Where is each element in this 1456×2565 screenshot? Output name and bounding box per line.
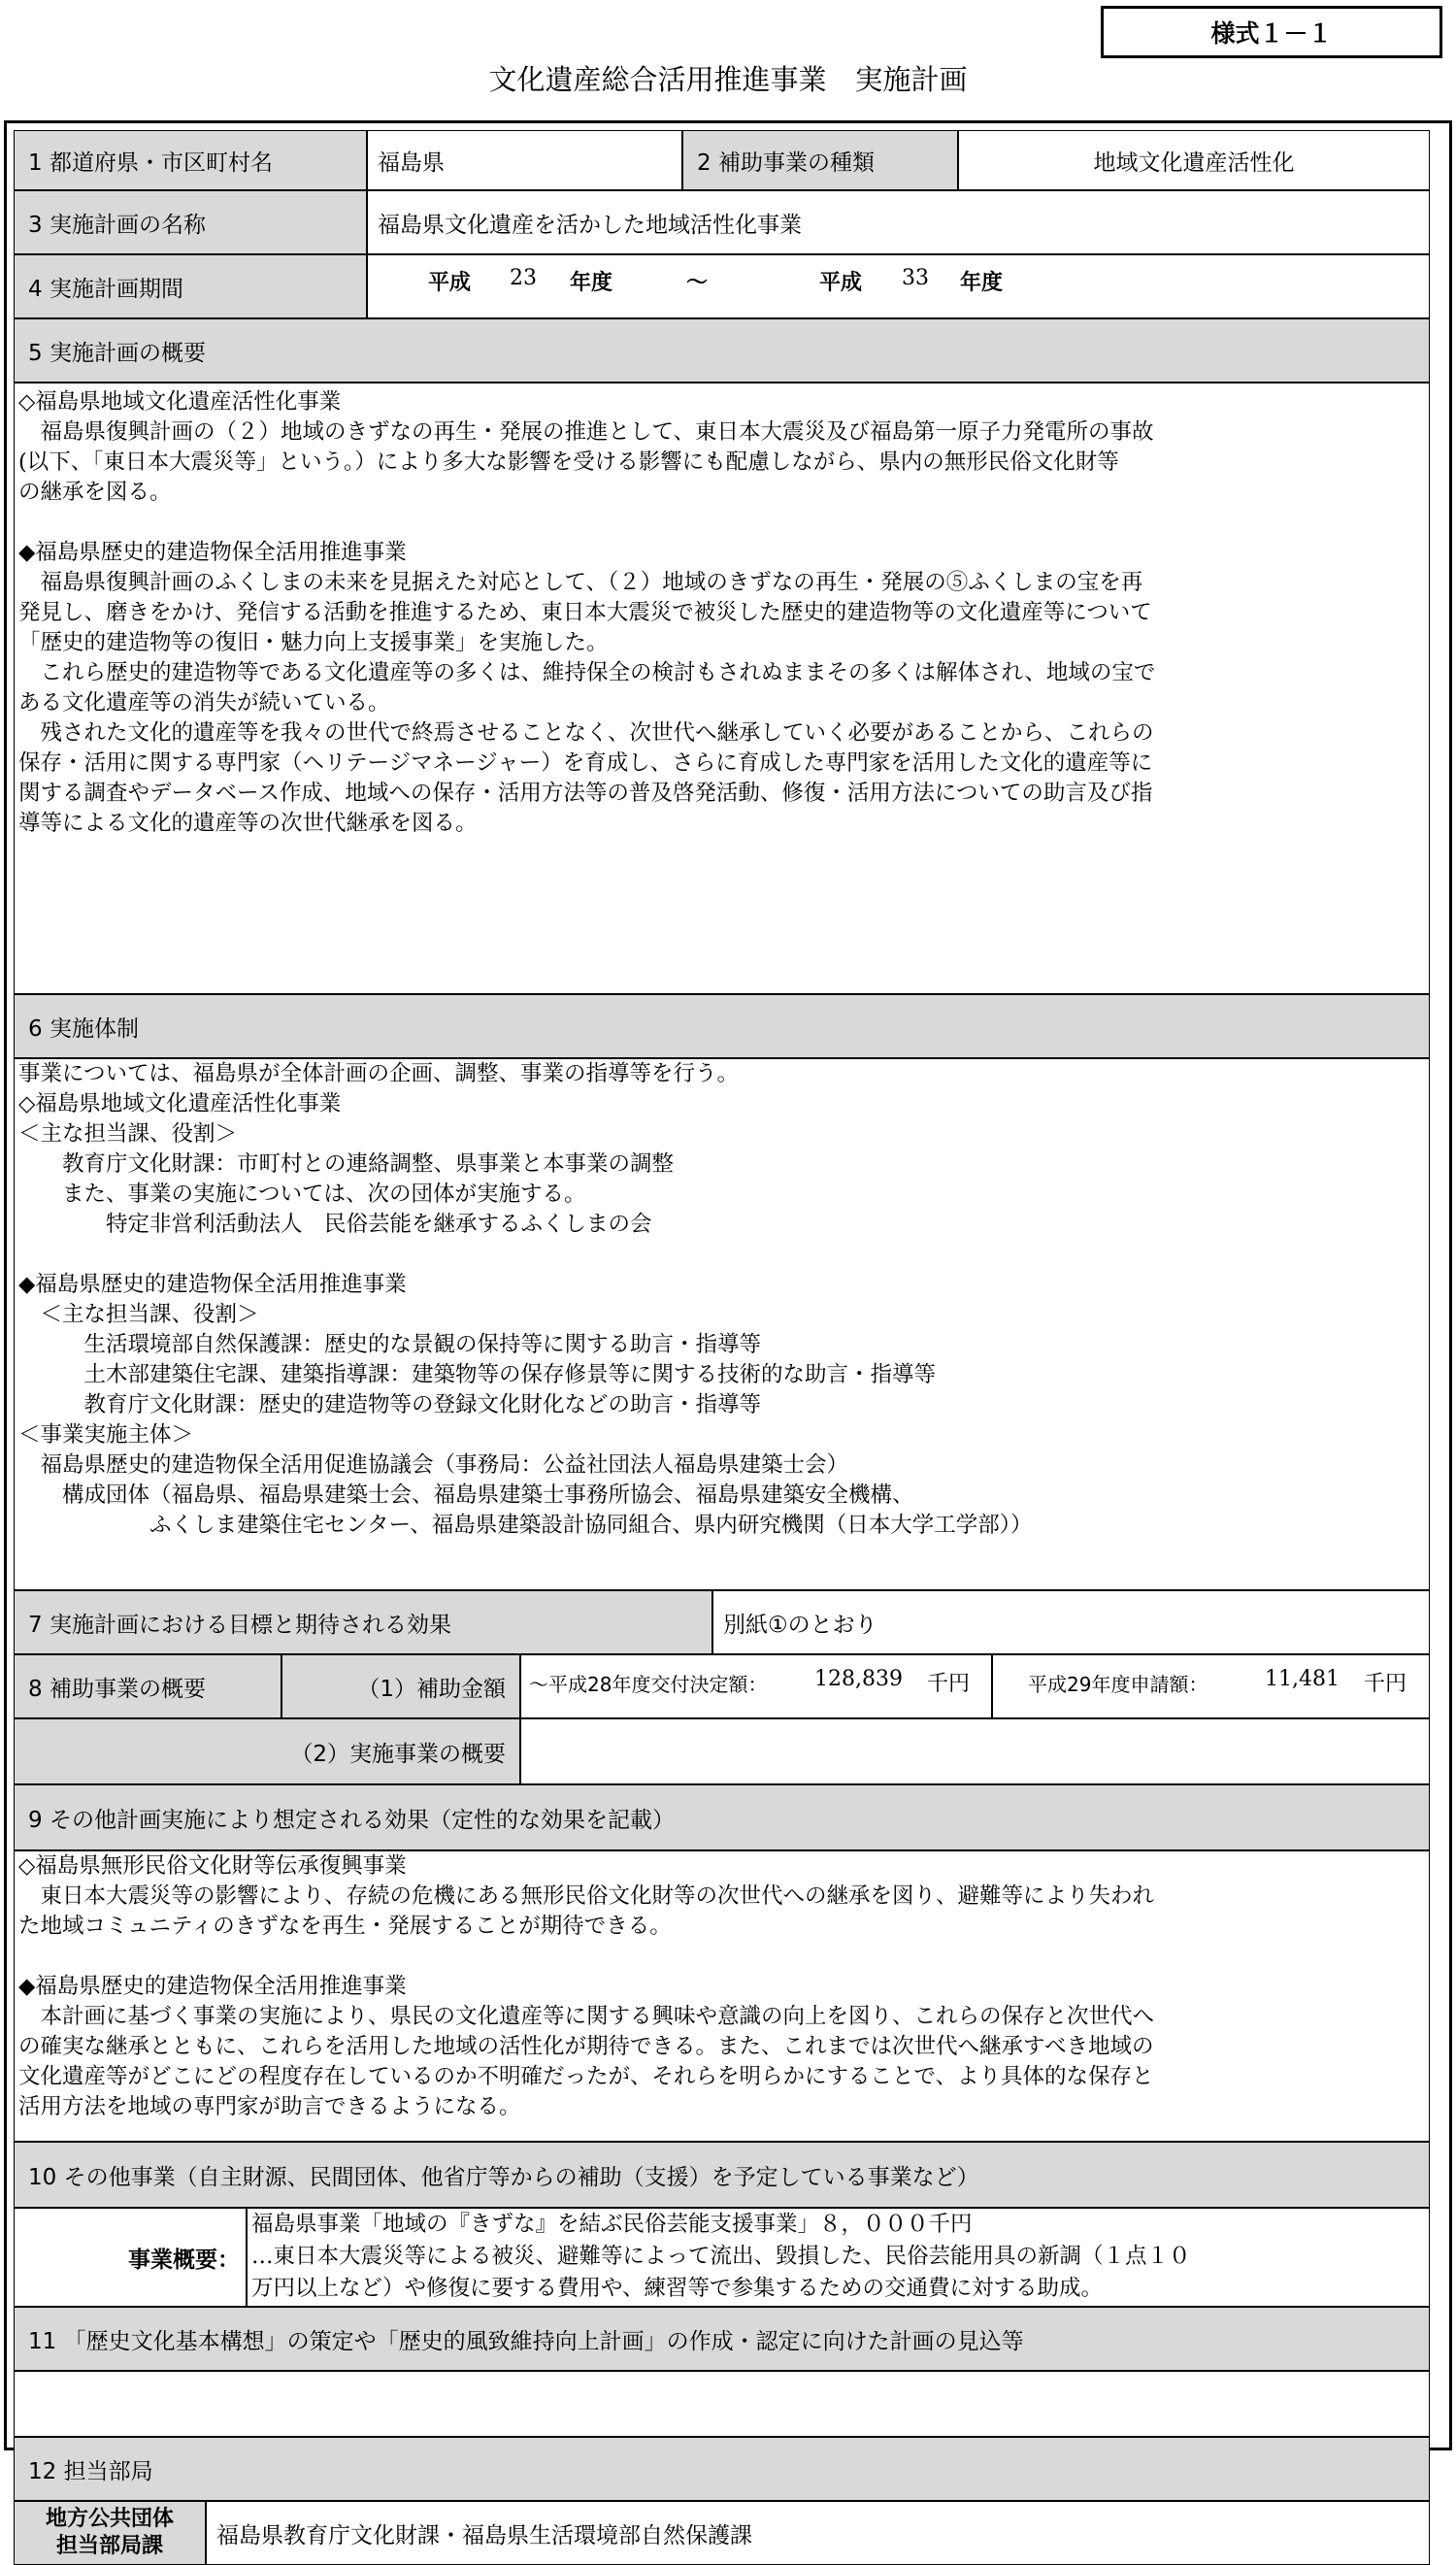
prev-grant-unit: 千円 [927,1672,971,1696]
section6-body [14,1058,1430,1590]
dept-sublabel [14,2501,206,2565]
plan-table [4,120,1452,2558]
section10-body [247,2208,1430,2307]
section9-line: ◆福島県歴史的建造物保全活用推進事業 [18,1974,407,1999]
section9-header: 9 その他計画実施により想定される効果（定性的な効果を記載） [14,1784,1430,1850]
section5-line: 発見し、磨きをかけ、発信する活動を推進するため、東日本大震災で被災した歴史的建造物等の文化遺産等について [18,600,1152,625]
dept-value: 福島県教育庁文化財課・福島県生活環境部自然保護課 [206,2501,1430,2565]
section6-line: ◇福島県地域文化遺産活性化事業 [18,1091,342,1116]
row8-label: 8 補助事業の概要 [14,1654,281,1718]
section6-text [18,1059,1423,1541]
row4-label: 4 実施計画期間 [14,254,367,318]
section6-line [18,1240,1423,1270]
section5-line: ◆福島県歴史的建造物保全活用推進事業 [18,540,407,565]
current-request-unit: 千円 [1364,1672,1407,1696]
section10-header: 10 その他事業（自主財源、民間団体、他省庁等からの補助（支援）を予定している事業など） [14,2142,1430,2208]
period-end-unit: 年度 [960,271,1004,295]
section5-header: 5 実施計画の概要 [14,318,1430,383]
section5-line: 「歴史的建造物等の復旧・魅力向上支援事業」を実施した。 [18,630,609,655]
section11-body [14,2371,1430,2437]
section9-line: た地域コミュニティのきずなを再生・発展することが期待できる。 [18,1914,672,1939]
row1-value: 福島県 [367,130,682,190]
section9-line: 東日本大震災等の影響により、存続の危機にある無形民俗文化財等の次世代への継承を図り、避難等により失われ [18,1883,1155,1909]
section6-header: 6 実施体制 [14,994,1430,1058]
section9-body [14,1850,1430,2142]
section10-line: …東日本大震災等による被災、避難等によって流出、毀損した、民俗芸能用具の新調（１点１０ [251,2244,1191,2269]
section6-line: ◆福島県歴史的建造物保全活用推進事業 [18,1272,407,1297]
section5-line [18,508,1423,538]
period-end-year: 33 [902,266,929,290]
section6-line: ＜主な担当課、役割＞ [18,1121,238,1147]
period-start-era: 平成 [428,271,472,295]
period-start-unit: 年度 [570,271,613,295]
row8-sub2: （2）実施事業の概要 [14,1718,520,1784]
form-id: 様式１－１ [1210,19,1333,48]
section6-line: ＜主な担当課、役割＞ [18,1302,259,1327]
section6-line: ＜事業実施主体＞ [18,1422,194,1448]
section5-line: の継承を図る。 [18,480,172,505]
section10-text [251,2209,1423,2305]
current-request-amount [992,1654,1430,1718]
row8-sub2-value [520,1718,1430,1784]
section10-line: 福島県事業「地域の『きずな』を結ぶ民俗芸能支援事業」８，０００千円 [251,2212,973,2237]
section6-line: 事業については、福島県が全体計画の企画、調整、事業の指導等を行う。 [18,1061,740,1086]
period-tilde: ～ [686,271,709,295]
section6-line: 土木部建築住宅課、建築指導課：建築物等の保存修景等に関する技術的な助言・指導等 [18,1362,937,1387]
section5-line: 福島県復興計画のふくしまの未来を見据えた対応として、（２）地域のきずなの再生・発展の⑤ふくしまの宝を再 [18,570,1143,595]
period-end-era: 平成 [819,271,863,295]
section9-line: 本計画に基づく事業の実施により、県民の文化遺産等に関する興味や意識の向上を図り、これらの保存と次世代へ [18,2004,1155,2029]
section9-line: ◇福島県無形民俗文化財等伝承復興事業 [18,1853,407,1879]
section9-line: 活用方法を地域の専門家が助言できるようになる。 [18,2094,521,2119]
section6-line: 生活環境部自然保護課：歴史的な景観の保持等に関する助言・指導等 [18,1332,762,1357]
current-request-label: 平成29年度申請額： [1028,1673,1208,1696]
section5-line: 保存・活用に関する専門家（ヘリテージマネージャー）を育成し、さらに育成した専門家を活用した文化的遺産等に [18,750,1153,776]
prev-grant-label: ～平成28年度交付決定額： [529,1673,768,1696]
section9-line [18,1942,1423,1972]
section6-line: 構成団体（福島県、福島県建築士会、福島県建築士事務所協会、福島県建築安全機構、 [18,1482,914,1508]
section6-line: ふくしま建築住宅センター、福島県建築設計協同組合、県内研究機関（日本大学工学部）） [18,1513,1033,1538]
section6-line: 特定非営利活動法人 民俗芸能を継承するふくしまの会 [18,1212,652,1237]
section5-line: ◇福島県地域文化遺産活性化事業 [18,389,342,415]
section9-line: の確実な継承とともに、これらを活用した地域の活性化が期待できる。また、これまでは次世代へ継承すべき地域の [18,2034,1154,2059]
section11-header: 11 「歴史文化基本構想」の策定や「歴史的風致維持向上計画」の作成・認定に向けた計画の見込等 [14,2307,1430,2371]
section6-line: 教育庁文化財課：歴史的建造物等の登録文化財化などの助言・指導等 [18,1392,762,1417]
row7-value: 別紙①のとおり [712,1590,1430,1654]
row2-value: 地域文化遺産活性化 [958,130,1430,190]
section5-line: 残された文化的遺産等を我々の世代で終焉させることなく、次世代へ継承していく必要があることから、これらの [18,720,1154,746]
section10-line: 万円以上など）や修復に要する費用や、練習等で参集するための交通費に対する助成。 [251,2276,1104,2301]
plan-period [367,254,1430,318]
prev-grant-amount [520,1654,992,1718]
form-id-box [1101,6,1442,58]
row7-label: 7 実施計画における目標と期待される効果 [14,1590,712,1654]
section12-header: 12 担当部局 [14,2437,1430,2501]
section5-line: (以下、「東日本大震災等」という。）により多大な影響を受ける影響にも配慮しながら、県内の無形民俗文化財等 [18,450,1119,475]
section5-text [18,387,1423,839]
page-title: 文化遺産総合活用推進事業 実施計画 [488,63,968,96]
prev-grant-value: 128,839 [814,1667,903,1691]
period-start-year: 23 [510,266,537,290]
section5-line: 関する調査やデータベース作成、地域への保存・活用方法等の普及啓発活動、修復・活用方法についての助言及び指 [18,781,1153,806]
row3-value: 福島県文化遺産を活かした地域活性化事業 [367,190,1430,254]
section5-line: 福島県復興計画の（２）地域のきずなの再生・発展の推進として、東日本大震災及び福島第一原子力発電所の事故 [18,419,1154,445]
section10-sublabel: 事業概要： [14,2208,247,2307]
dept-sublabel-line2: 担当部局課 [55,2534,163,2558]
section9-text [18,1851,1423,2122]
section9-line: 文化遺産等がどこにどの程度存在しているのか不明確だったが、それらを明らかにすることで、より具体的な保存と [18,2064,1154,2089]
row8-sub1: （1）補助金額 [281,1654,520,1718]
current-request-value: 11,481 [1265,1667,1340,1691]
section5-body [14,383,1430,994]
row1-label: 1 都道府県・市区町村名 [14,130,367,190]
section6-line: また、事業の実施については、次の団体が実施する。 [18,1182,586,1207]
section5-line: これら歴史的建造物等である文化遺産等の多くは、維持保全の検討もされぬままその多くは解体され、地域の宝で [18,660,1156,685]
row3-label: 3 実施計画の名称 [14,190,367,254]
section6-line: 福島県歴史的建造物保全活用促進協議会（事務局：公益社団法人福島県建築士会） [18,1452,849,1478]
section6-line: 教育庁文化財課：市町村との連絡調整、県事業と本事業の調整 [18,1151,675,1177]
section5-line: ある文化遺産等の消失が続いている。 [18,690,390,716]
dept-sublabel-line1: 地方公共団体 [45,2507,174,2531]
section5-line: 導等による文化的遺産等の次世代継承を図る。 [18,811,478,836]
row2-label: 2 補助事業の種類 [682,130,958,190]
